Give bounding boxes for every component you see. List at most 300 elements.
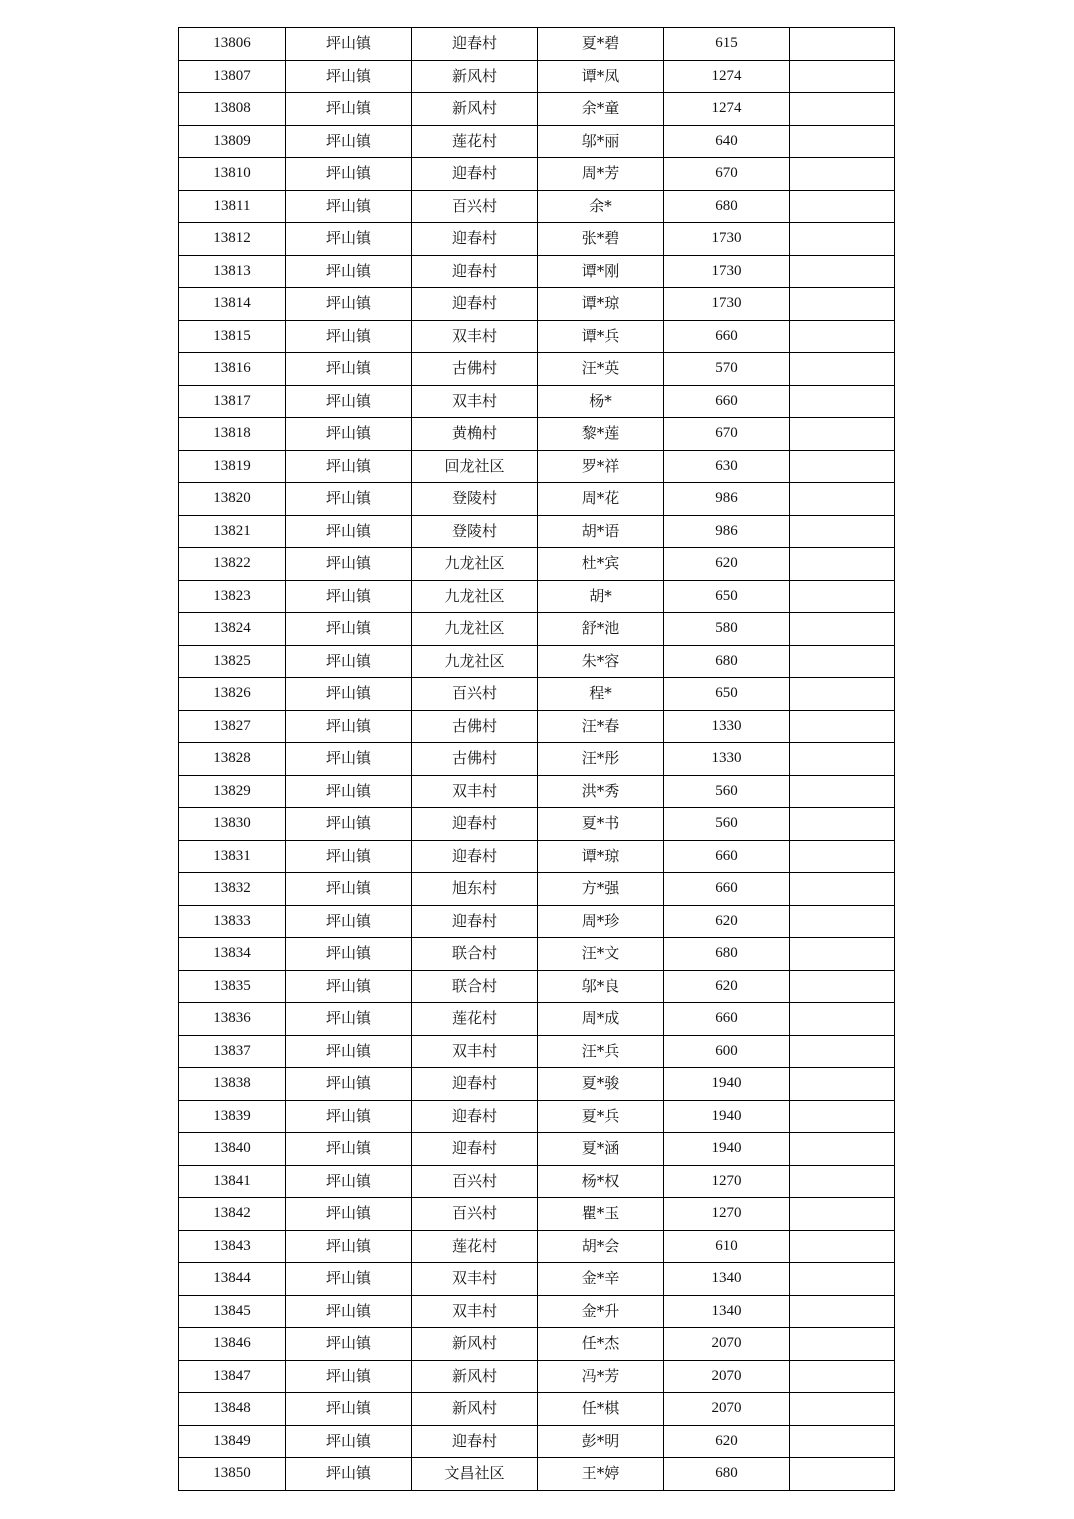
- cell-note: [790, 970, 895, 1003]
- cell-serial-number: 13820: [179, 483, 286, 516]
- cell-person-name: 胡*会: [538, 1230, 664, 1263]
- cell-village: 迎春村: [412, 840, 538, 873]
- cell-amount: 680: [664, 190, 790, 223]
- table-row: [179, 1133, 895, 1166]
- table-row: [179, 1068, 895, 1101]
- table-row: [179, 60, 895, 93]
- cell-serial-number: 13839: [179, 1100, 286, 1133]
- table-row: [179, 1100, 895, 1133]
- cell-person-name: 夏*兵: [538, 1100, 664, 1133]
- table-row: [179, 1165, 895, 1198]
- cell-amount: 560: [664, 775, 790, 808]
- table-row: [179, 970, 895, 1003]
- cell-serial-number: 13848: [179, 1393, 286, 1426]
- cell-town: 坪山镇: [286, 28, 412, 61]
- cell-note: [790, 645, 895, 678]
- cell-person-name: 夏*碧: [538, 28, 664, 61]
- cell-serial-number: 13835: [179, 970, 286, 1003]
- cell-person-name: 杨*: [538, 385, 664, 418]
- cell-town: 坪山镇: [286, 938, 412, 971]
- table-row: [179, 1393, 895, 1426]
- cell-town: 坪山镇: [286, 743, 412, 776]
- cell-note: [790, 710, 895, 743]
- cell-note: [790, 678, 895, 711]
- cell-village: 莲花村: [412, 1230, 538, 1263]
- cell-village: 百兴村: [412, 678, 538, 711]
- cell-person-name: 胡*语: [538, 515, 664, 548]
- cell-amount: 670: [664, 418, 790, 451]
- cell-town: 坪山镇: [286, 158, 412, 191]
- cell-serial-number: 13841: [179, 1165, 286, 1198]
- table-row: [179, 775, 895, 808]
- cell-village: 新风村: [412, 60, 538, 93]
- cell-note: [790, 515, 895, 548]
- cell-amount: 986: [664, 483, 790, 516]
- cell-person-name: 胡*: [538, 580, 664, 613]
- cell-town: 坪山镇: [286, 873, 412, 906]
- cell-village: 迎春村: [412, 905, 538, 938]
- cell-person-name: 金*辛: [538, 1263, 664, 1296]
- cell-village: 双丰村: [412, 320, 538, 353]
- cell-note: [790, 353, 895, 386]
- cell-note: [790, 1360, 895, 1393]
- cell-town: 坪山镇: [286, 710, 412, 743]
- cell-town: 坪山镇: [286, 1035, 412, 1068]
- cell-serial-number: 13819: [179, 450, 286, 483]
- table-row: [179, 1003, 895, 1036]
- cell-person-name: 瞿*玉: [538, 1198, 664, 1231]
- cell-serial-number: 13825: [179, 645, 286, 678]
- cell-person-name: 洪*秀: [538, 775, 664, 808]
- cell-note: [790, 1295, 895, 1328]
- cell-amount: 986: [664, 515, 790, 548]
- table-row: [179, 255, 895, 288]
- cell-serial-number: 13840: [179, 1133, 286, 1166]
- cell-town: 坪山镇: [286, 320, 412, 353]
- cell-serial-number: 13812: [179, 223, 286, 256]
- cell-note: [790, 775, 895, 808]
- cell-amount: 2070: [664, 1328, 790, 1361]
- cell-town: 坪山镇: [286, 483, 412, 516]
- cell-serial-number: 13828: [179, 743, 286, 776]
- cell-town: 坪山镇: [286, 1198, 412, 1231]
- table-row: [179, 450, 895, 483]
- table-row: [179, 1425, 895, 1458]
- cell-amount: 1940: [664, 1133, 790, 1166]
- cell-serial-number: 13810: [179, 158, 286, 191]
- cell-serial-number: 13844: [179, 1263, 286, 1296]
- cell-serial-number: 13832: [179, 873, 286, 906]
- cell-person-name: 余*童: [538, 93, 664, 126]
- table-row: [179, 288, 895, 321]
- cell-town: 坪山镇: [286, 515, 412, 548]
- cell-town: 坪山镇: [286, 1295, 412, 1328]
- cell-note: [790, 60, 895, 93]
- table-row: [179, 418, 895, 451]
- cell-note: [790, 483, 895, 516]
- cell-person-name: 谭*刚: [538, 255, 664, 288]
- cell-serial-number: 13834: [179, 938, 286, 971]
- cell-town: 坪山镇: [286, 1003, 412, 1036]
- cell-town: 坪山镇: [286, 840, 412, 873]
- cell-serial-number: 13806: [179, 28, 286, 61]
- cell-serial-number: 13824: [179, 613, 286, 646]
- cell-serial-number: 13836: [179, 1003, 286, 1036]
- cell-person-name: 方*强: [538, 873, 664, 906]
- cell-village: 双丰村: [412, 775, 538, 808]
- cell-note: [790, 840, 895, 873]
- table-row: [179, 613, 895, 646]
- cell-serial-number: 13808: [179, 93, 286, 126]
- cell-amount: 1730: [664, 288, 790, 321]
- cell-town: 坪山镇: [286, 1230, 412, 1263]
- cell-person-name: 周*芳: [538, 158, 664, 191]
- cell-person-name: 舒*池: [538, 613, 664, 646]
- cell-village: 双丰村: [412, 1263, 538, 1296]
- cell-village: 回龙社区: [412, 450, 538, 483]
- cell-serial-number: 13833: [179, 905, 286, 938]
- roster-table-body: [179, 28, 895, 1491]
- cell-amount: 560: [664, 808, 790, 841]
- table-row: [179, 1230, 895, 1263]
- cell-town: 坪山镇: [286, 548, 412, 581]
- cell-town: 坪山镇: [286, 255, 412, 288]
- cell-amount: 680: [664, 645, 790, 678]
- cell-village: 迎春村: [412, 808, 538, 841]
- cell-town: 坪山镇: [286, 125, 412, 158]
- cell-note: [790, 1003, 895, 1036]
- cell-amount: 640: [664, 125, 790, 158]
- cell-serial-number: 13821: [179, 515, 286, 548]
- cell-note: [790, 385, 895, 418]
- cell-town: 坪山镇: [286, 1263, 412, 1296]
- cell-note: [790, 320, 895, 353]
- cell-person-name: 金*升: [538, 1295, 664, 1328]
- cell-village: 新风村: [412, 1393, 538, 1426]
- table-row: [179, 483, 895, 516]
- table-row: [179, 1360, 895, 1393]
- cell-village: 百兴村: [412, 1165, 538, 1198]
- cell-person-name: 彭*明: [538, 1425, 664, 1458]
- cell-amount: 620: [664, 1425, 790, 1458]
- cell-person-name: 汪*彤: [538, 743, 664, 776]
- cell-serial-number: 13829: [179, 775, 286, 808]
- cell-village: 登陵村: [412, 515, 538, 548]
- cell-serial-number: 13809: [179, 125, 286, 158]
- table-row: [179, 190, 895, 223]
- cell-amount: 660: [664, 320, 790, 353]
- cell-village: 九龙社区: [412, 548, 538, 581]
- table-row: [179, 223, 895, 256]
- cell-town: 坪山镇: [286, 580, 412, 613]
- cell-person-name: 汪*春: [538, 710, 664, 743]
- cell-village: 百兴村: [412, 1198, 538, 1231]
- cell-person-name: 夏*书: [538, 808, 664, 841]
- cell-village: 迎春村: [412, 255, 538, 288]
- cell-note: [790, 905, 895, 938]
- table-row: [179, 320, 895, 353]
- cell-village: 双丰村: [412, 385, 538, 418]
- cell-town: 坪山镇: [286, 223, 412, 256]
- cell-note: [790, 1328, 895, 1361]
- cell-serial-number: 13815: [179, 320, 286, 353]
- cell-village: 九龙社区: [412, 645, 538, 678]
- table-row: [179, 1295, 895, 1328]
- cell-amount: 660: [664, 1003, 790, 1036]
- cell-amount: 1330: [664, 743, 790, 776]
- cell-village: 古佛村: [412, 353, 538, 386]
- cell-note: [790, 1230, 895, 1263]
- cell-person-name: 谭*凤: [538, 60, 664, 93]
- cell-amount: 1340: [664, 1295, 790, 1328]
- cell-person-name: 周*成: [538, 1003, 664, 1036]
- cell-note: [790, 1068, 895, 1101]
- cell-person-name: 周*花: [538, 483, 664, 516]
- cell-person-name: 冯*芳: [538, 1360, 664, 1393]
- cell-note: [790, 93, 895, 126]
- cell-person-name: 邬*良: [538, 970, 664, 1003]
- cell-serial-number: 13837: [179, 1035, 286, 1068]
- cell-note: [790, 938, 895, 971]
- cell-town: 坪山镇: [286, 645, 412, 678]
- cell-note: [790, 1035, 895, 1068]
- cell-town: 坪山镇: [286, 678, 412, 711]
- cell-amount: 1274: [664, 60, 790, 93]
- cell-amount: 660: [664, 840, 790, 873]
- cell-note: [790, 223, 895, 256]
- cell-amount: 570: [664, 353, 790, 386]
- table-row: [179, 1035, 895, 1068]
- cell-serial-number: 13846: [179, 1328, 286, 1361]
- cell-amount: 580: [664, 613, 790, 646]
- cell-village: 莲花村: [412, 1003, 538, 1036]
- cell-note: [790, 255, 895, 288]
- cell-town: 坪山镇: [286, 905, 412, 938]
- roster-table: [178, 27, 895, 1491]
- cell-amount: 1940: [664, 1068, 790, 1101]
- cell-village: 联合村: [412, 970, 538, 1003]
- cell-note: [790, 190, 895, 223]
- cell-note: [790, 125, 895, 158]
- cell-amount: 1330: [664, 710, 790, 743]
- cell-village: 九龙社区: [412, 613, 538, 646]
- cell-serial-number: 13842: [179, 1198, 286, 1231]
- cell-person-name: 任*棋: [538, 1393, 664, 1426]
- cell-person-name: 杨*权: [538, 1165, 664, 1198]
- cell-person-name: 汪*文: [538, 938, 664, 971]
- cell-amount: 620: [664, 548, 790, 581]
- cell-amount: 680: [664, 1458, 790, 1491]
- cell-serial-number: 13827: [179, 710, 286, 743]
- cell-note: [790, 808, 895, 841]
- cell-serial-number: 13843: [179, 1230, 286, 1263]
- cell-note: [790, 873, 895, 906]
- table-row: [179, 385, 895, 418]
- cell-person-name: 任*杰: [538, 1328, 664, 1361]
- cell-amount: 680: [664, 938, 790, 971]
- table-row: [179, 743, 895, 776]
- cell-note: [790, 1393, 895, 1426]
- cell-serial-number: 13814: [179, 288, 286, 321]
- cell-amount: 1340: [664, 1263, 790, 1296]
- cell-town: 坪山镇: [286, 385, 412, 418]
- table-row: [179, 678, 895, 711]
- cell-amount: 620: [664, 970, 790, 1003]
- cell-town: 坪山镇: [286, 775, 412, 808]
- cell-note: [790, 28, 895, 61]
- cell-serial-number: 13826: [179, 678, 286, 711]
- cell-note: [790, 288, 895, 321]
- table-row: [179, 580, 895, 613]
- cell-amount: 1270: [664, 1198, 790, 1231]
- cell-town: 坪山镇: [286, 1165, 412, 1198]
- cell-person-name: 黎*莲: [538, 418, 664, 451]
- cell-note: [790, 1263, 895, 1296]
- cell-note: [790, 580, 895, 613]
- cell-amount: 2070: [664, 1393, 790, 1426]
- cell-village: 新风村: [412, 1328, 538, 1361]
- cell-person-name: 余*: [538, 190, 664, 223]
- cell-village: 联合村: [412, 938, 538, 971]
- table-row: [179, 938, 895, 971]
- cell-amount: 1730: [664, 223, 790, 256]
- cell-serial-number: 13823: [179, 580, 286, 613]
- cell-serial-number: 13849: [179, 1425, 286, 1458]
- cell-village: 登陵村: [412, 483, 538, 516]
- cell-note: [790, 1100, 895, 1133]
- cell-village: 九龙社区: [412, 580, 538, 613]
- cell-village: 百兴村: [412, 190, 538, 223]
- cell-town: 坪山镇: [286, 1328, 412, 1361]
- cell-note: [790, 450, 895, 483]
- cell-town: 坪山镇: [286, 1068, 412, 1101]
- cell-note: [790, 158, 895, 191]
- cell-serial-number: 13816: [179, 353, 286, 386]
- cell-town: 坪山镇: [286, 1393, 412, 1426]
- cell-serial-number: 13831: [179, 840, 286, 873]
- cell-amount: 600: [664, 1035, 790, 1068]
- cell-town: 坪山镇: [286, 353, 412, 386]
- cell-note: [790, 1425, 895, 1458]
- cell-village: 黄桷村: [412, 418, 538, 451]
- cell-person-name: 汪*兵: [538, 1035, 664, 1068]
- table-row: [179, 28, 895, 61]
- cell-village: 迎春村: [412, 288, 538, 321]
- cell-amount: 2070: [664, 1360, 790, 1393]
- cell-note: [790, 418, 895, 451]
- cell-village: 旭东村: [412, 873, 538, 906]
- cell-amount: 1940: [664, 1100, 790, 1133]
- cell-town: 坪山镇: [286, 613, 412, 646]
- cell-serial-number: 13850: [179, 1458, 286, 1491]
- cell-village: 迎春村: [412, 223, 538, 256]
- cell-person-name: 谭*琼: [538, 288, 664, 321]
- cell-village: 迎春村: [412, 1425, 538, 1458]
- cell-serial-number: 13817: [179, 385, 286, 418]
- table-row: [179, 548, 895, 581]
- cell-amount: 620: [664, 905, 790, 938]
- table-row: [179, 808, 895, 841]
- cell-person-name: 汪*英: [538, 353, 664, 386]
- cell-town: 坪山镇: [286, 1360, 412, 1393]
- table-row: [179, 1328, 895, 1361]
- cell-serial-number: 13807: [179, 60, 286, 93]
- cell-note: [790, 1165, 895, 1198]
- cell-serial-number: 13811: [179, 190, 286, 223]
- cell-town: 坪山镇: [286, 190, 412, 223]
- cell-town: 坪山镇: [286, 93, 412, 126]
- table-row: [179, 515, 895, 548]
- table-row: [179, 1458, 895, 1491]
- cell-amount: 660: [664, 873, 790, 906]
- cell-note: [790, 1458, 895, 1491]
- table-row: [179, 873, 895, 906]
- cell-person-name: 夏*涵: [538, 1133, 664, 1166]
- cell-serial-number: 13818: [179, 418, 286, 451]
- cell-serial-number: 13813: [179, 255, 286, 288]
- cell-note: [790, 1198, 895, 1231]
- cell-village: 古佛村: [412, 743, 538, 776]
- table-row: [179, 645, 895, 678]
- cell-town: 坪山镇: [286, 418, 412, 451]
- table-row: [179, 353, 895, 386]
- cell-serial-number: 13847: [179, 1360, 286, 1393]
- cell-person-name: 谭*兵: [538, 320, 664, 353]
- table-row: [179, 905, 895, 938]
- cell-village: 迎春村: [412, 158, 538, 191]
- cell-town: 坪山镇: [286, 450, 412, 483]
- cell-person-name: 程*: [538, 678, 664, 711]
- cell-village: 迎春村: [412, 1133, 538, 1166]
- cell-village: 双丰村: [412, 1035, 538, 1068]
- cell-village: 古佛村: [412, 710, 538, 743]
- cell-town: 坪山镇: [286, 1458, 412, 1491]
- cell-amount: 610: [664, 1230, 790, 1263]
- cell-town: 坪山镇: [286, 1100, 412, 1133]
- cell-amount: 615: [664, 28, 790, 61]
- cell-serial-number: 13838: [179, 1068, 286, 1101]
- cell-amount: 660: [664, 385, 790, 418]
- cell-person-name: 王*婷: [538, 1458, 664, 1491]
- cell-person-name: 夏*骏: [538, 1068, 664, 1101]
- cell-amount: 650: [664, 580, 790, 613]
- cell-amount: 670: [664, 158, 790, 191]
- table-row: [179, 1198, 895, 1231]
- table-row: [179, 1263, 895, 1296]
- cell-serial-number: 13822: [179, 548, 286, 581]
- cell-village: 莲花村: [412, 125, 538, 158]
- table-row: [179, 125, 895, 158]
- cell-amount: 630: [664, 450, 790, 483]
- cell-person-name: 邬*丽: [538, 125, 664, 158]
- cell-note: [790, 1133, 895, 1166]
- cell-town: 坪山镇: [286, 970, 412, 1003]
- cell-village: 双丰村: [412, 1295, 538, 1328]
- cell-town: 坪山镇: [286, 808, 412, 841]
- cell-person-name: 朱*容: [538, 645, 664, 678]
- cell-town: 坪山镇: [286, 1425, 412, 1458]
- cell-village: 迎春村: [412, 1100, 538, 1133]
- cell-town: 坪山镇: [286, 288, 412, 321]
- table-row: [179, 93, 895, 126]
- cell-village: 迎春村: [412, 28, 538, 61]
- cell-person-name: 罗*祥: [538, 450, 664, 483]
- cell-village: 新风村: [412, 93, 538, 126]
- cell-amount: 1274: [664, 93, 790, 126]
- table-row: [179, 158, 895, 191]
- cell-person-name: 谭*琼: [538, 840, 664, 873]
- cell-village: 新风村: [412, 1360, 538, 1393]
